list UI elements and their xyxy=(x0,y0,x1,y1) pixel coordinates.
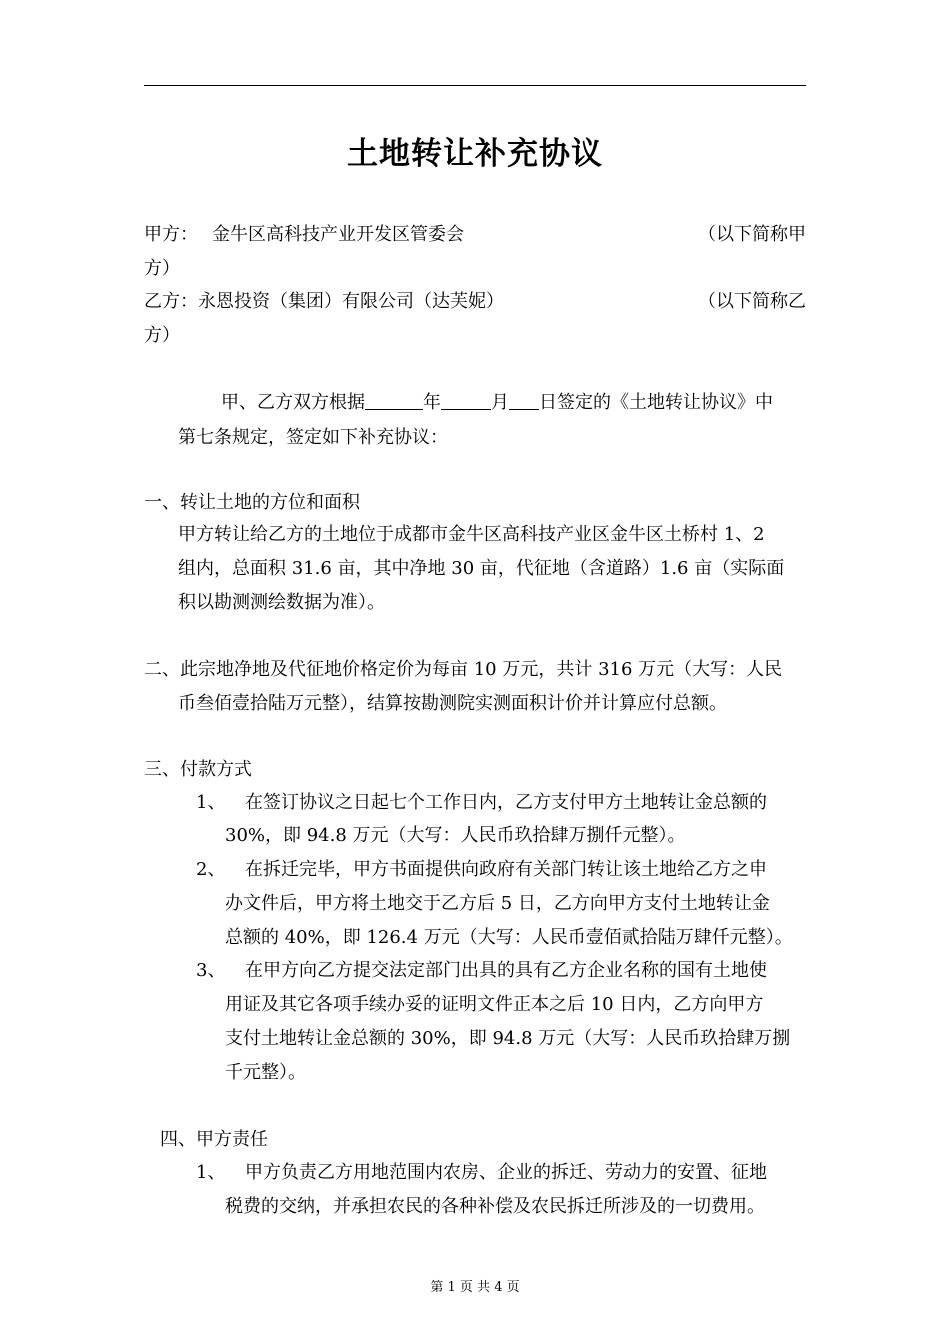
list-item-line: 用证及其它各项手续办妥的证明文件正本之后 10 日内，乙方向甲方 xyxy=(225,994,764,1015)
day-blank xyxy=(509,391,539,410)
party-a-label: 甲方： xyxy=(144,224,198,245)
section-1-heading: 一、转让土地的方位和面积 xyxy=(144,492,360,513)
year-blank xyxy=(365,391,423,410)
list-item-line: 甲方负责乙方用地范围内农房、企业的拆迁、劳动力的安置、征地 xyxy=(245,1162,767,1183)
list-item-line: 在拆迁完毕，甲方书面提供向政府有关部门转让该土地给乙方之申 xyxy=(245,859,767,880)
list-item-line: 千元整）。 xyxy=(225,1062,306,1083)
header-rule xyxy=(144,85,806,86)
month-blank xyxy=(441,391,491,410)
party-b-abbr: （以下简称乙 xyxy=(698,291,806,312)
item-number: 1、 xyxy=(196,1162,226,1183)
section-2-line: 二、此宗地净地及代征地价格定价为每亩 10 万元，共计 316 万元（大写：人民 xyxy=(144,659,783,680)
party-a-name: 金牛区高科技产业开发区管委会 xyxy=(212,224,464,245)
party-b-line xyxy=(144,289,504,315)
section-4-heading: 四、甲方责任 xyxy=(160,1129,268,1150)
list-item-line: 在签订协议之日起七个工作日内，乙方支付甲方土地转让金总额的 xyxy=(245,792,767,813)
section-2-line: 币叁佰壹拾陆万元整），结算按勘测院实测面积计价并计算应付总额。 xyxy=(178,693,727,714)
party-b-abbr-cont: 方） xyxy=(144,325,180,346)
list-item-line: 支付土地转让金总额的 30%，即 94.8 万元（大写：人民币玖拾肆万捌 xyxy=(225,1028,791,1049)
list-item-line: 在甲方向乙方提交法定部门出具的具有乙方企业名称的国有土地使 xyxy=(245,960,767,981)
intro-line-2: 第七条规定，签定如下补充协议： xyxy=(178,427,448,448)
item-number: 1、 xyxy=(196,792,226,813)
party-a-abbr: （以下简称甲 xyxy=(698,224,806,245)
page-footer: 第 1 页 共 4 页 xyxy=(430,1280,520,1295)
list-item-line: 总额的 40%，即 126.4 万元（大写：人民币壹佰贰拾陆万肆仟元整）。 xyxy=(225,927,793,948)
section-3-heading: 三、付款方式 xyxy=(144,759,252,780)
party-b-name: 永恩投资（集团）有限公司（达芙妮） xyxy=(198,291,504,312)
section-1-line: 积以勘测测绘数据为准）。 xyxy=(178,592,385,613)
party-a-line xyxy=(144,222,464,248)
document-title: 土地转让补充协议 xyxy=(347,136,603,172)
intro-line-1: 甲、乙方双方根据 年 月 日签定的《土地转让协议》中 xyxy=(221,392,773,413)
list-item-line: 税费的交纳，并承担农民的各种补偿及农民拆迁所涉及的一切费用。 xyxy=(225,1196,765,1217)
list-item-line: 办文件后，甲方将土地交于乙方后 5 日，乙方向甲方支付土地转让金 xyxy=(225,893,770,914)
section-1-line: 组内，总面积 31.6 亩，其中净地 30 亩，代征地（含道路）1.6 亩（实际面 xyxy=(178,558,785,579)
list-item-line: 30%，即 94.8 万元（大写：人民币玖拾肆万捌仟元整）。 xyxy=(225,825,686,846)
item-number: 2、 xyxy=(196,859,226,880)
party-b-label: 乙方： xyxy=(144,291,198,312)
party-a-abbr-cont: 方） xyxy=(144,258,180,279)
item-number: 3、 xyxy=(196,960,226,981)
section-1-line: 甲方转让给乙方的土地位于成都市金牛区高科技产业区金牛区土桥村 1、2 xyxy=(178,524,765,545)
